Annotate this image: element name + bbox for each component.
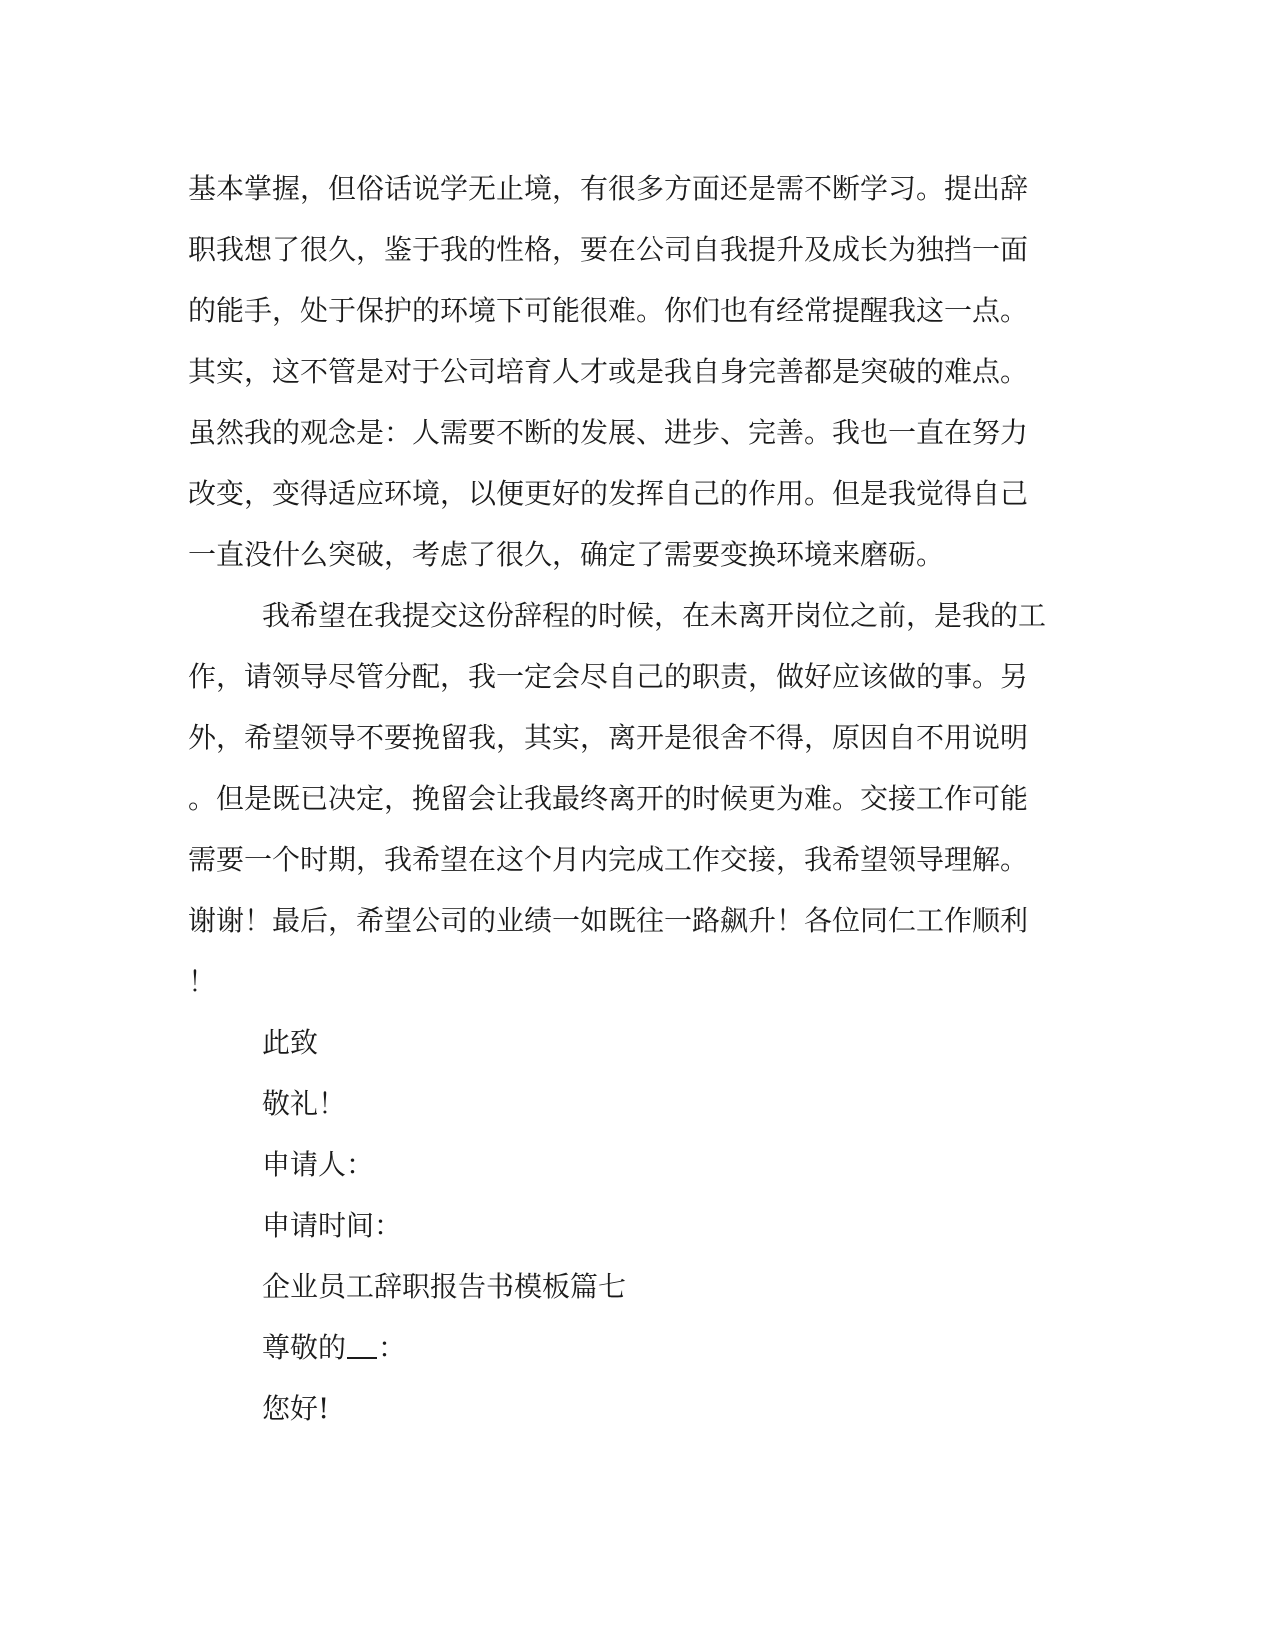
section-title: 企业员工辞职报告书模板篇七 xyxy=(262,1270,627,1303)
closing-cizhi: 此致 xyxy=(262,1026,319,1059)
document-body xyxy=(188,158,1068,1439)
text-line: 需要一个时期，我希望在这个月内完成工作交接，我希望领导理解。 xyxy=(188,843,1029,876)
text-line: 作，请领导尽管分配，我一定会尽自己的职责，做好应该做的事。另 xyxy=(188,660,1029,693)
greeting: 您好! xyxy=(262,1392,330,1425)
apply-time-label: 申请时间： xyxy=(262,1209,403,1242)
paragraph-1 xyxy=(188,158,1068,585)
text-line: 基本掌握，但俗话说学无止境，有很多方面还是需不断学习。提出辞 xyxy=(188,172,1029,205)
text-line: 谢谢！最后，希望公司的业绩一如既往一路飙升！各位同仁工作顺利 xyxy=(188,904,1029,937)
text-line: 一直没什么突破，考虑了很久，确定了需要变换环境来磨砺。 xyxy=(188,538,945,571)
text-line: 其实，这不管是对于公司培育人才或是我自身完善都是突破的难点。 xyxy=(188,355,1029,388)
closing-jingli: 敬礼！ xyxy=(262,1087,347,1120)
text-line: ！ xyxy=(188,965,217,998)
fill-in-blank xyxy=(347,1333,377,1359)
text-line: 外，希望领导不要挽留我，其实，离开是很舍不得，原因自不用说明 xyxy=(188,721,1029,754)
text-line: 的能手，处于保护的环境下可能很难。你们也有经常提醒我这一点。 xyxy=(188,294,1029,327)
next-section xyxy=(188,1256,1068,1439)
text-line: 。但是既已决定，挽留会让我最终离开的时候更为难。交接工作可能 xyxy=(188,782,1029,815)
paragraph-2 xyxy=(188,585,1068,1012)
text-line: 我希望在我提交这份辞程的时候，在未离开岗位之前，是我的工 xyxy=(262,599,1047,632)
closing-block xyxy=(188,1012,1068,1256)
text-line: 职我想了很久，鉴于我的性格，要在公司自我提升及成长为独挡一面 xyxy=(188,233,1029,266)
applicant-label: 申请人： xyxy=(262,1148,375,1181)
salutation-prefix: 尊敬的 xyxy=(262,1331,347,1364)
salutation-suffix: ： xyxy=(378,1331,407,1364)
salutation xyxy=(188,1317,1068,1378)
text-line: 虽然我的观念是：人需要不断的发展、进步、完善。我也一直在努力 xyxy=(188,416,1029,449)
text-line: 改变，变得适应环境，以便更好的发挥自己的作用。但是我觉得自己 xyxy=(188,477,1029,510)
